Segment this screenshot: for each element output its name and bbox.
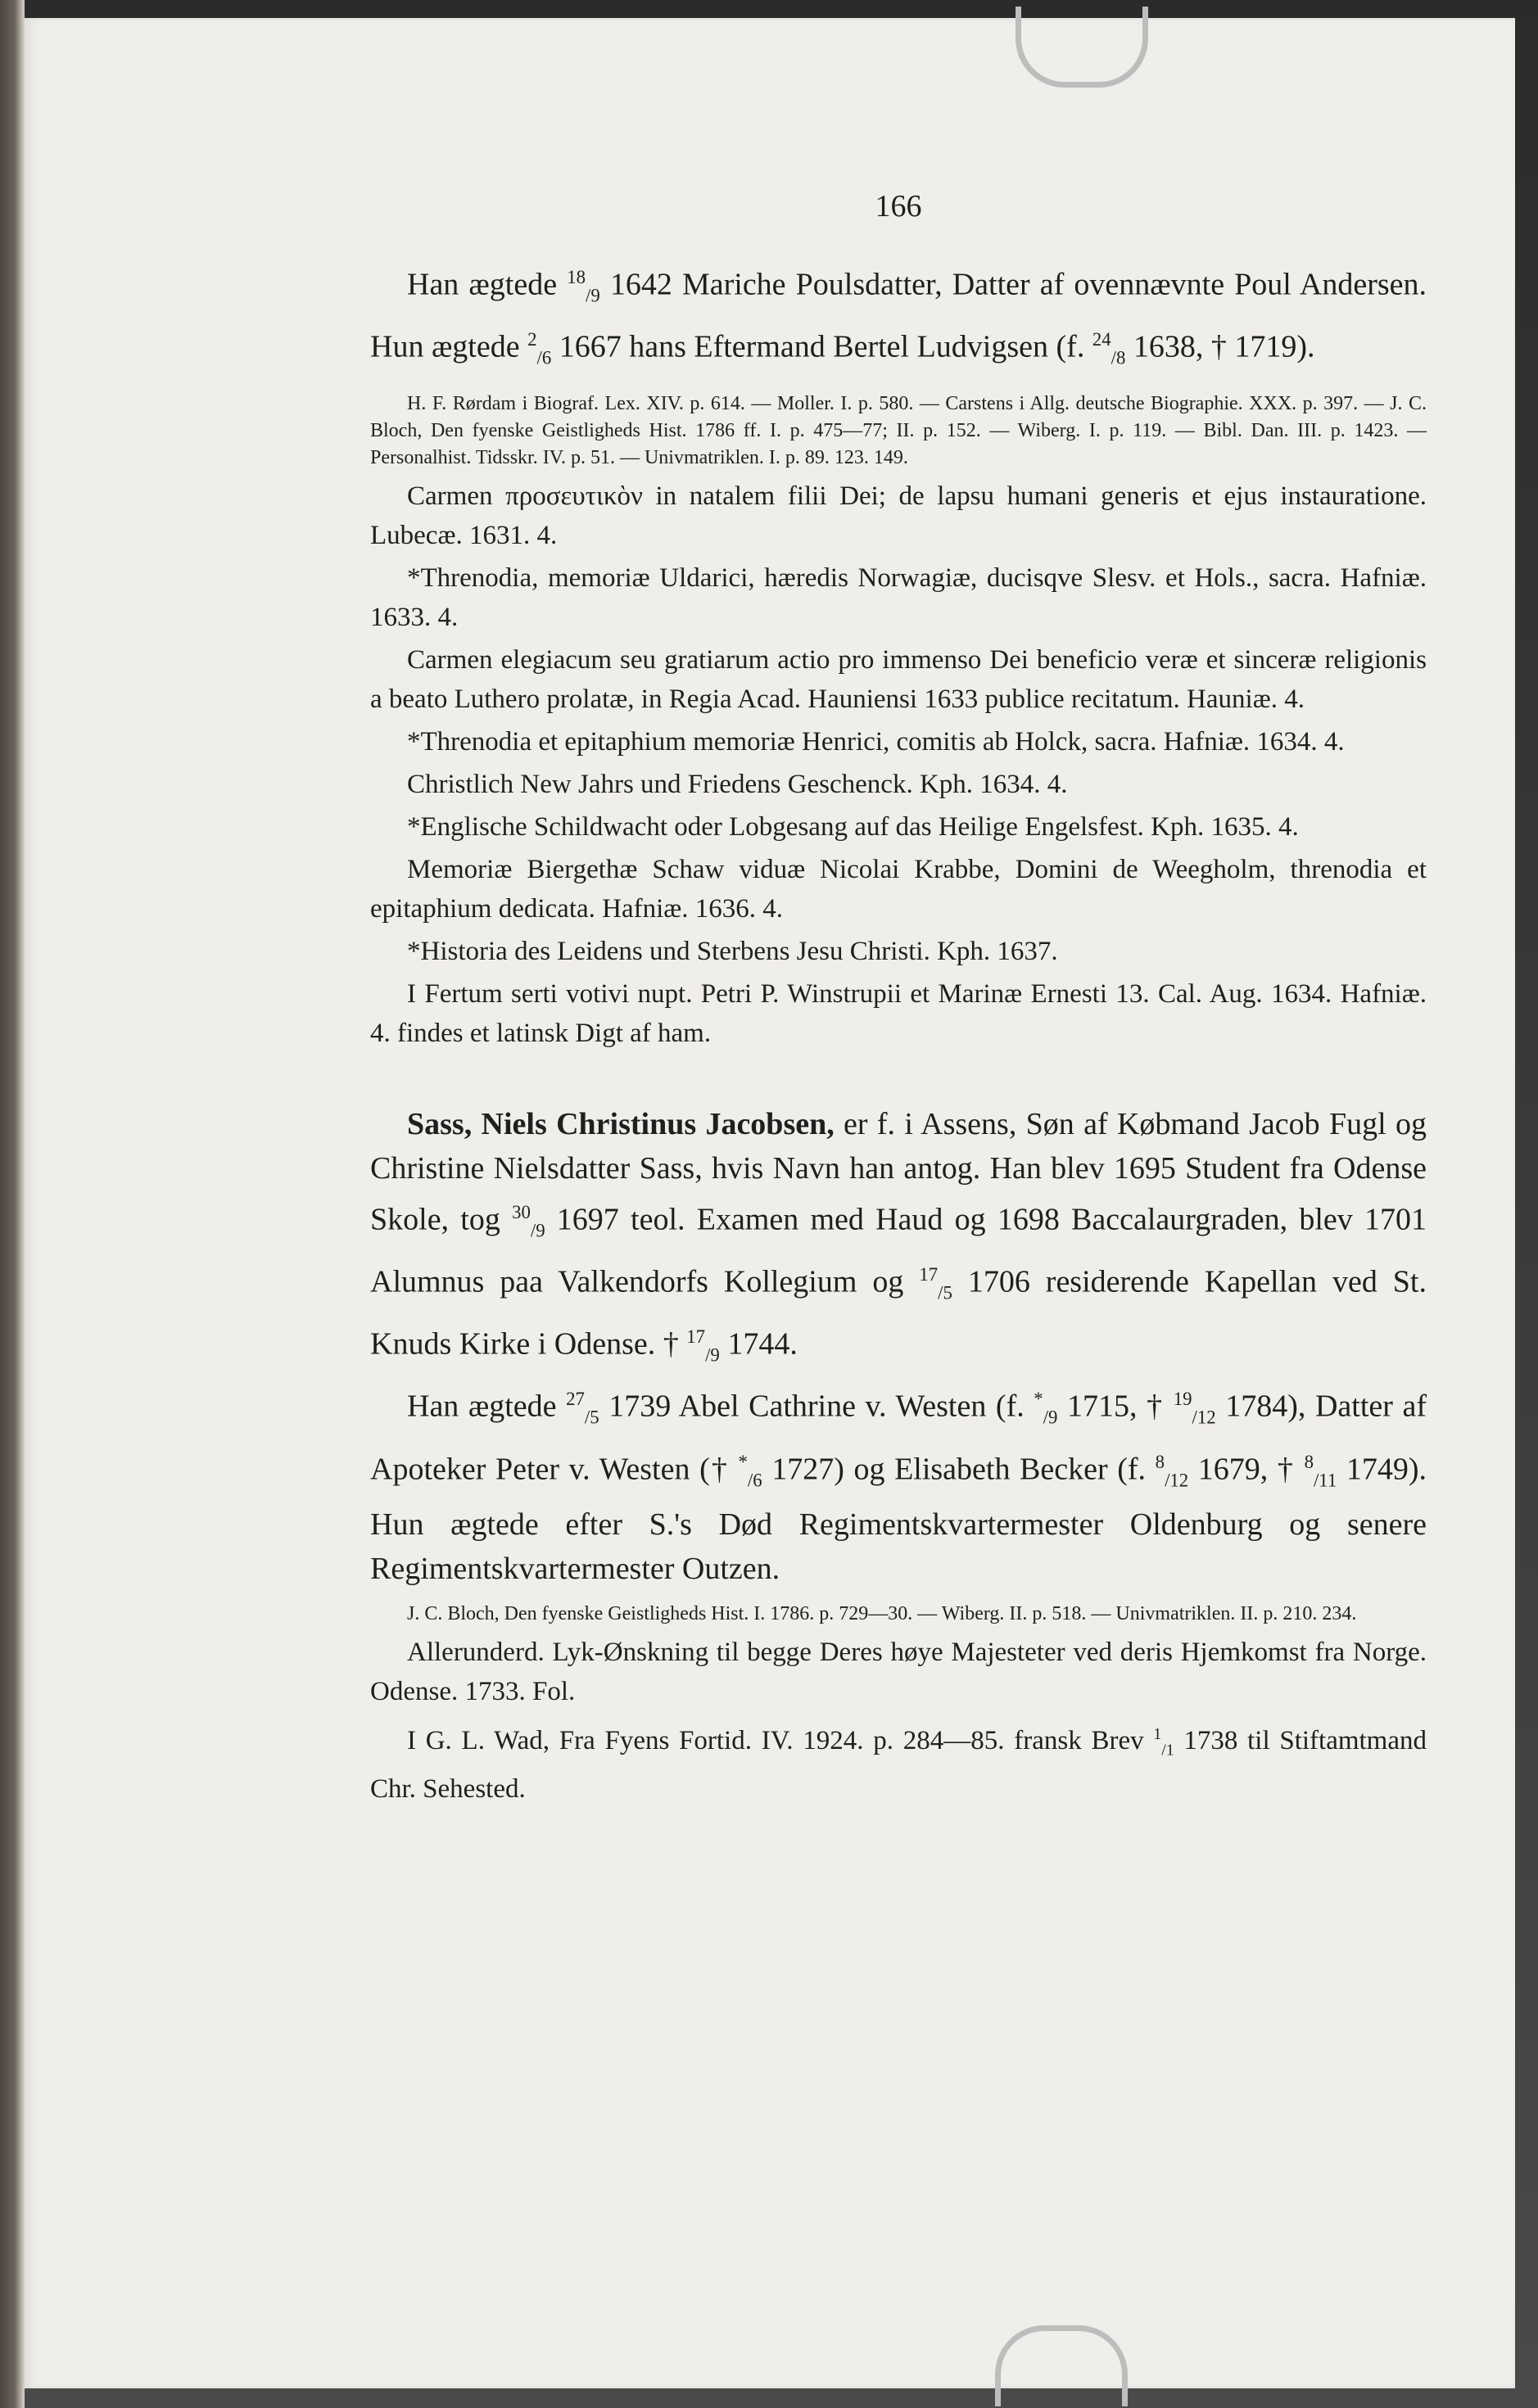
work-item: Memoriæ Biergethæ Schaw viduæ Nicolai Krabbe, Domini de Weegholm, threnodia et epitaphium dedicata. Hafniæ. 1636. 4. [370,854,1427,924]
entry-name: Sass, Niels Christinus Jacobsen, [407,1106,835,1141]
work-item: *Threnodia, memoriæ Uldarici, hæredis Norwagiæ, ducisqve Slesv. et Hols., sacra. Hafniæ. 1633. 4. [370,562,1427,632]
work-item: I Fertum serti votivi nupt. Petri P. Winstrupii et Marinæ Ernesti 13. Cal. Aug. 1634. Hafniæ. 4. findes et latinsk Digt af ham. [370,978,1427,1048]
work-item: *Englische Schildwacht oder Lobgesang auf das Heilige Engelsfest. Kph. 1635. 4. [407,811,1299,842]
work-item: Allerunderd. Lyk-Ønskning til begge Deres høye Majesteter ved deris Hjemkomst fra Norge. Odense. 1733. Fol. [370,1637,1427,1706]
references-2: J. C. Bloch, Den fyenske Geistligheds Hist. I. 1786. p. 729—30. — Wiberg. II. p. 518. — Univmatriklen. II. p. 210. 234. [407,1602,1357,1624]
work-item: *Historia des Leidens und Sterbens Jesu Christi. Kph. 1637. [407,936,1058,966]
work-item: Carmen προσευτικὸν in natalem filii Dei; de lapsu humani generis et ejus instauratione. Lubecæ. 1631. 4. [370,481,1427,550]
book-edge [0,0,25,2408]
work-item: I G. L. Wad, Fra Fyens Fortid. IV. 1924. p. 284—85. fransk Brev $^1_{/1}$ 1738 til Stiftamtmand Chr. Sehested. [370,1724,1427,1805]
paragraph-marriage: Han ægtede $^{18}_{/9}$ 1642 Mariche Poulsdatter, Datter af ovennævnte Poul Andersen. Hun ægtede $^2_{/6}$ 1667 hans Eftermand Bertel Ludvigsen (f. $^{24}_{/8}$ 1638, † 1719). [370,267,1427,368]
paper-clip-bottom [995,2325,1128,2406]
page-text [370,188,1427,1809]
entry-sass: Sass, Niels Christinus Jacobsen, er f. i Assens, Søn af Købmand Jacob Fugl og Christine Nielsdatter Sass, hvis Navn han antog. Han blev 1695 Student fra Odense Skole, tog $^{30}_{/9}$ 1697 teol. Examen med Haud og 1698 Baccalaurgraden, blev 1701 Alumnus paa Valkendorfs Kollegium og $^{17}_{/5}$ 1706 residerende Kapellan ved St. Knuds Kirke i Odense. † $^{17}_{/9}$ 1744. [370,1106,1427,1366]
page-number: 166 [875,189,922,224]
work-item: Christlich New Jahrs und Friedens Geschenck. Kph. 1634. 4. [407,769,1068,799]
paragraph-marriage-2: Han ægtede $^{27}_{/5}$ 1739 Abel Cathrine v. Westen (f. *$_{/9}$ 1715, † $^{19}_{/12}$ 1784), Datter af Apoteker Peter v. Westen († *$_{/6}$ 1727) og Elisabeth Becker (f. $^8_{/12}$ 1679, † $^8_{/11}$ 1749). Hun ægtede efter S.'s Død Regimentskvartermester Oldenburg og senere Regimentskvartermester Outzen. [370,1389,1427,1586]
work-item: Carmen elegiacum seu gratiarum actio pro immenso Dei beneficio veræ et sinceræ religionis a beato Luthero prolatæ, in Regia Acad. Hauniensi 1633 publice recitatum. Hauniæ. 4. [370,644,1427,714]
references: H. F. Rørdam i Biograf. Lex. XIV. p. 614. — Moller. I. p. 580. — Carstens i Allg. deutsche Biographie. XXX. p. 397. — J. C. Bloch, Den fyenske Geistligheds Hist. 1786 ff. I. p. 475—77; II. p. 152. — Wiberg. I. p. 119. — Bibl. Dan. III. p. 1423. — Personalhist. Tidsskr. IV. p. 51. — Univmatriklen. I. p. 89. 123. 149. [370,392,1427,468]
paper-clip-top [1016,7,1148,88]
work-item: *Threnodia et epitaphium memoriæ Henrici, comitis ab Holck, sacra. Hafniæ. 1634. 4. [407,726,1345,757]
